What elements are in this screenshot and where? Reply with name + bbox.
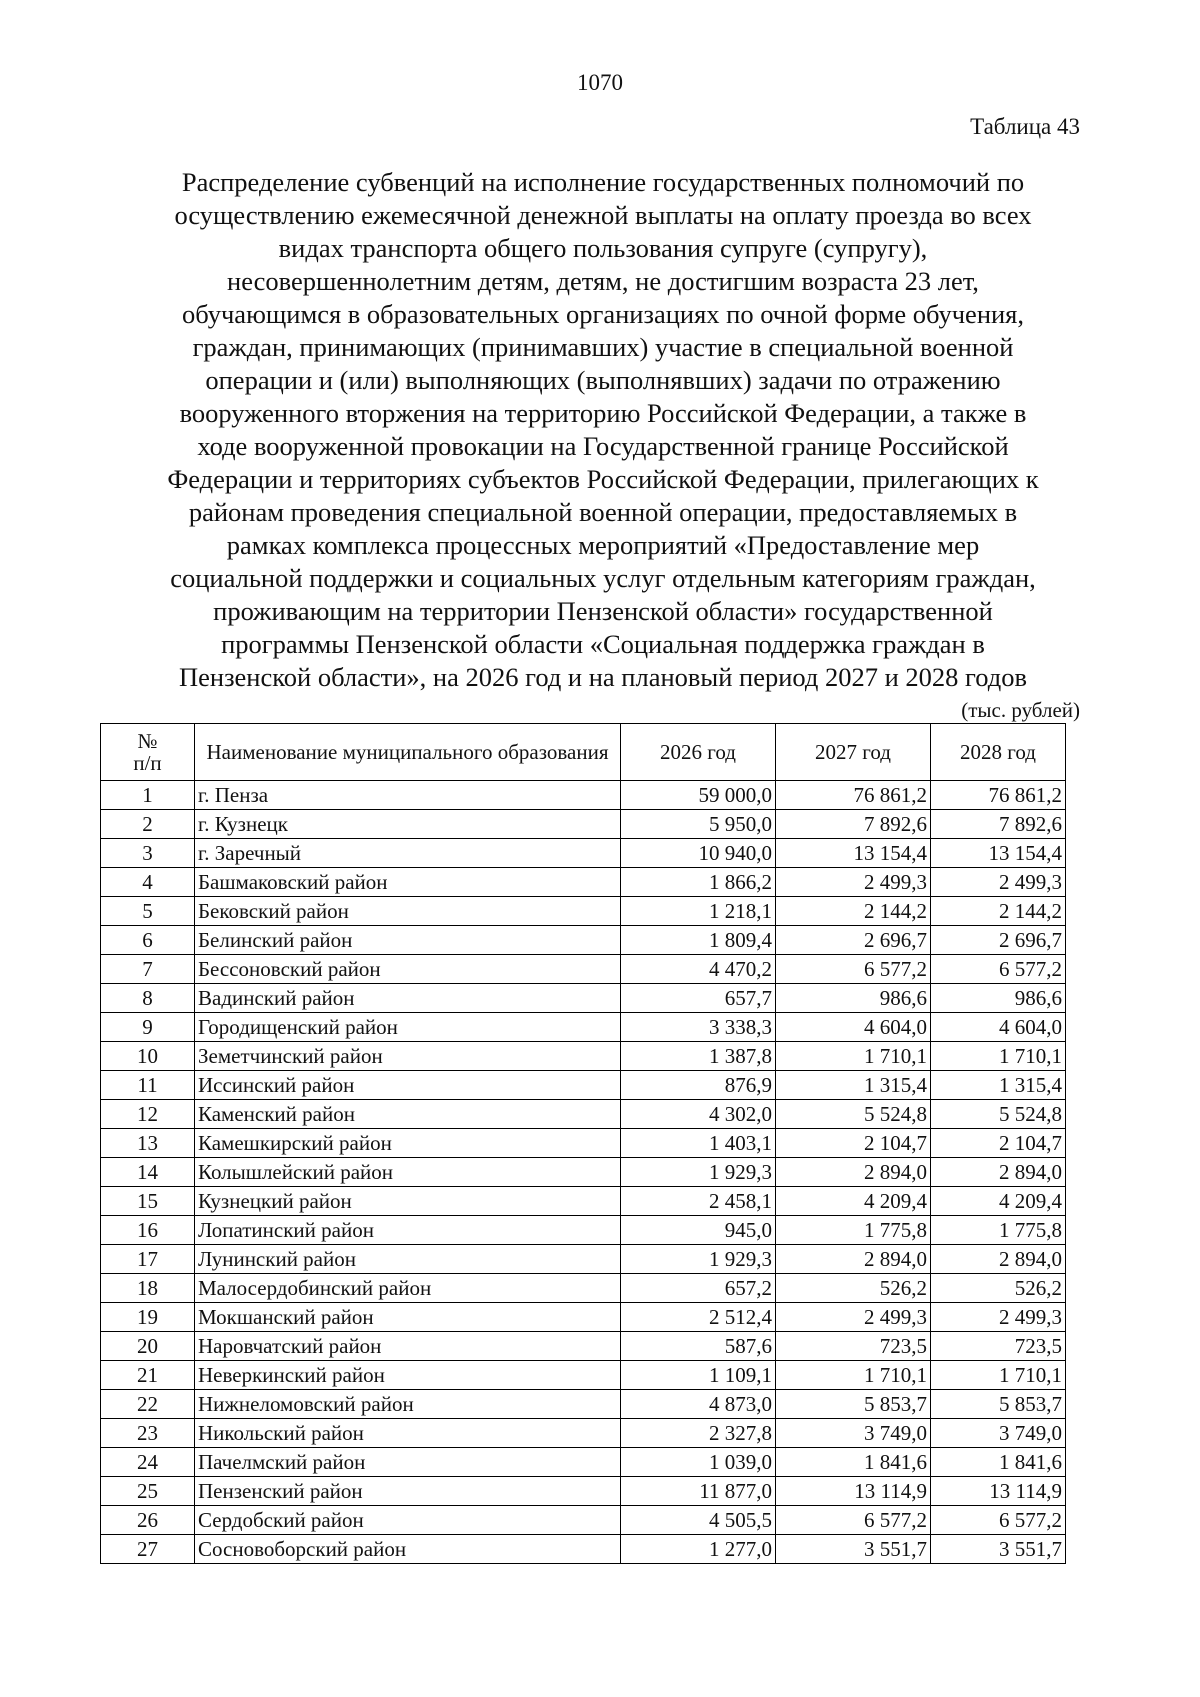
title-line: несовершеннолетним детям, детям, не достигшим возраста 23 лет, (227, 266, 979, 296)
value-2027: 5 853,7 (776, 1390, 931, 1419)
value-2027: 4 604,0 (776, 1013, 931, 1042)
value-2028: 4 604,0 (931, 1013, 1066, 1042)
table-row (101, 868, 1066, 897)
value-2028: 6 577,2 (931, 1506, 1066, 1535)
value-2028: 5 853,7 (931, 1390, 1066, 1419)
row-number: 11 (101, 1071, 195, 1100)
table-row (101, 781, 1066, 810)
value-2027: 2 696,7 (776, 926, 931, 955)
title-line: Федерации и территориях субъектов Российской Федерации, прилегающих к (167, 464, 1039, 494)
value-2027: 526,2 (776, 1274, 931, 1303)
value-2026: 587,6 (621, 1332, 776, 1361)
value-2026: 2 512,4 (621, 1303, 776, 1332)
value-2027: 2 499,3 (776, 1303, 931, 1332)
municipality-name: Пензенский район (195, 1477, 621, 1506)
value-2027: 13 154,4 (776, 839, 931, 868)
value-2028: 2 894,0 (931, 1158, 1066, 1187)
row-number: 10 (101, 1042, 195, 1071)
table-row (101, 839, 1066, 868)
header-2028: 2028 год (931, 724, 1066, 781)
table-row (101, 1071, 1066, 1100)
municipality-name: Малосердобинский район (195, 1274, 621, 1303)
municipality-name: Бековский район (195, 897, 621, 926)
row-number: 22 (101, 1390, 195, 1419)
table-row (101, 1361, 1066, 1390)
value-2026: 11 877,0 (621, 1477, 776, 1506)
table-row (101, 1506, 1066, 1535)
row-number: 4 (101, 868, 195, 897)
value-2027: 7 892,6 (776, 810, 931, 839)
municipality-name: г. Пенза (195, 781, 621, 810)
value-2028: 76 861,2 (931, 781, 1066, 810)
row-number: 17 (101, 1245, 195, 1274)
header-num-line1: № (137, 729, 158, 753)
title-line: видах транспорта общего пользования супруге (супругу), (278, 233, 928, 263)
municipality-name: Колышлейский район (195, 1158, 621, 1187)
row-number: 23 (101, 1419, 195, 1448)
value-2028: 2 144,2 (931, 897, 1066, 926)
row-number: 8 (101, 984, 195, 1013)
value-2026: 1 039,0 (621, 1448, 776, 1477)
title-line: проживающим на территории Пензенской области» государственной (213, 596, 993, 626)
row-number: 6 (101, 926, 195, 955)
value-2026: 657,7 (621, 984, 776, 1013)
row-number: 24 (101, 1448, 195, 1477)
row-number: 19 (101, 1303, 195, 1332)
value-2027: 6 577,2 (776, 1506, 931, 1535)
value-2026: 4 470,2 (621, 955, 776, 984)
table-row (101, 897, 1066, 926)
row-number: 12 (101, 1100, 195, 1129)
value-2027: 4 209,4 (776, 1187, 931, 1216)
header-num (101, 724, 195, 781)
table-row (101, 1332, 1066, 1361)
municipality-name: г. Кузнецк (195, 810, 621, 839)
value-2027: 3 749,0 (776, 1419, 931, 1448)
value-2026: 1 387,8 (621, 1042, 776, 1071)
row-number: 7 (101, 955, 195, 984)
value-2027: 13 114,9 (776, 1477, 931, 1506)
municipality-name: Башмаковский район (195, 868, 621, 897)
value-2026: 1 929,3 (621, 1245, 776, 1274)
value-2026: 2 458,1 (621, 1187, 776, 1216)
row-number: 26 (101, 1506, 195, 1535)
value-2026: 59 000,0 (621, 781, 776, 810)
table-row (101, 1187, 1066, 1216)
value-2026: 657,2 (621, 1274, 776, 1303)
value-2028: 3 749,0 (931, 1419, 1066, 1448)
table-row (101, 1013, 1066, 1042)
table-header-row (101, 724, 1066, 781)
units-label: (тыс. рублей) (961, 698, 1080, 722)
row-number: 16 (101, 1216, 195, 1245)
value-2027: 723,5 (776, 1332, 931, 1361)
row-number: 2 (101, 810, 195, 839)
value-2026: 3 338,3 (621, 1013, 776, 1042)
table-row (101, 1477, 1066, 1506)
value-2028: 6 577,2 (931, 955, 1066, 984)
municipality-name: г. Заречный (195, 839, 621, 868)
title-line: граждан, принимающих (принимавших) участие в специальной военной (192, 332, 1014, 362)
row-number: 5 (101, 897, 195, 926)
municipality-name: Каменский район (195, 1100, 621, 1129)
value-2026: 2 327,8 (621, 1419, 776, 1448)
municipality-name: Пачелмский район (195, 1448, 621, 1477)
table-row (101, 1129, 1066, 1158)
municipality-name: Нижнеломовский район (195, 1390, 621, 1419)
row-number: 9 (101, 1013, 195, 1042)
value-2026: 1 403,1 (621, 1129, 776, 1158)
table-row (101, 1390, 1066, 1419)
title-line: осуществлению ежемесячной денежной выплаты на оплату проезда во всех (174, 200, 1032, 230)
title-line: программы Пензенской области «Социальная поддержка граждан в (221, 629, 985, 659)
municipality-name: Городищенский район (195, 1013, 621, 1042)
title-line: районам проведения специальной военной операции, предоставляемых в (188, 497, 1018, 527)
value-2027: 1 841,6 (776, 1448, 931, 1477)
value-2027: 1 315,4 (776, 1071, 931, 1100)
table-row (101, 1274, 1066, 1303)
header-num-line2: п/п (133, 751, 162, 775)
table-body (101, 781, 1066, 1564)
value-2028: 13 114,9 (931, 1477, 1066, 1506)
municipality-name: Лопатинский район (195, 1216, 621, 1245)
title-line: рамках комплекса процессных мероприятий «Предоставление мер (226, 530, 980, 560)
table-row (101, 1100, 1066, 1129)
value-2028: 2 696,7 (931, 926, 1066, 955)
municipality-name: Бессоновский район (195, 955, 621, 984)
header-name: Наименование муниципального образования (195, 724, 621, 781)
row-number: 21 (101, 1361, 195, 1390)
value-2026: 1 277,0 (621, 1535, 776, 1564)
municipality-name: Наровчатский район (195, 1332, 621, 1361)
value-2028: 986,6 (931, 984, 1066, 1013)
value-2028: 1 710,1 (931, 1042, 1066, 1071)
table-row (101, 1303, 1066, 1332)
header-2027: 2027 год (776, 724, 931, 781)
title-line: Распределение субвенций на исполнение государственных полномочий по (181, 167, 1025, 197)
value-2028: 526,2 (931, 1274, 1066, 1303)
value-2028: 7 892,6 (931, 810, 1066, 839)
row-number: 27 (101, 1535, 195, 1564)
value-2027: 2 144,2 (776, 897, 931, 926)
title-line: Пензенской области», на 2026 год и на плановый период 2027 и 2028 годов (179, 662, 1027, 692)
municipality-name: Белинский район (195, 926, 621, 955)
value-2027: 6 577,2 (776, 955, 931, 984)
value-2028: 13 154,4 (931, 839, 1066, 868)
value-2028: 3 551,7 (931, 1535, 1066, 1564)
value-2028: 4 209,4 (931, 1187, 1066, 1216)
municipality-name: Земетчинский район (195, 1042, 621, 1071)
value-2028: 1 710,1 (931, 1361, 1066, 1390)
value-2027: 5 524,8 (776, 1100, 931, 1129)
document-title (130, 166, 1076, 694)
table-row (101, 984, 1066, 1013)
value-2027: 2 499,3 (776, 868, 931, 897)
value-2026: 945,0 (621, 1216, 776, 1245)
value-2028: 1 315,4 (931, 1071, 1066, 1100)
row-number: 25 (101, 1477, 195, 1506)
value-2027: 2 894,0 (776, 1245, 931, 1274)
value-2026: 4 873,0 (621, 1390, 776, 1419)
table-row (101, 955, 1066, 984)
value-2027: 1 710,1 (776, 1361, 931, 1390)
value-2026: 1 109,1 (621, 1361, 776, 1390)
municipality-name: Лунинский район (195, 1245, 621, 1274)
page-number: 1070 (577, 70, 623, 95)
value-2028: 2 894,0 (931, 1245, 1066, 1274)
municipality-name: Вадинский район (195, 984, 621, 1013)
table-row (101, 1419, 1066, 1448)
row-number: 20 (101, 1332, 195, 1361)
subventions-table (100, 723, 1066, 1564)
title-line: операции и (или) выполняющих (выполнявших) задачи по отражению (205, 365, 1001, 395)
municipality-name: Камешкирский район (195, 1129, 621, 1158)
row-number: 14 (101, 1158, 195, 1187)
table-row (101, 810, 1066, 839)
value-2026: 1 809,4 (621, 926, 776, 955)
table-row (101, 1245, 1066, 1274)
value-2028: 723,5 (931, 1332, 1066, 1361)
header-2026: 2026 год (621, 724, 776, 781)
value-2027: 986,6 (776, 984, 931, 1013)
value-2027: 2 104,7 (776, 1129, 931, 1158)
value-2026: 1 866,2 (621, 868, 776, 897)
value-2026: 10 940,0 (621, 839, 776, 868)
value-2026: 5 950,0 (621, 810, 776, 839)
value-2027: 2 894,0 (776, 1158, 931, 1187)
value-2027: 3 551,7 (776, 1535, 931, 1564)
value-2026: 4 505,5 (621, 1506, 776, 1535)
title-line: ходе вооруженной провокации на Государственной границе Российской (197, 431, 1009, 461)
value-2028: 2 499,3 (931, 868, 1066, 897)
value-2026: 876,9 (621, 1071, 776, 1100)
row-number: 15 (101, 1187, 195, 1216)
title-line: обучающимся в образовательных организациях по очной форме обучения, (182, 299, 1024, 329)
row-number: 13 (101, 1129, 195, 1158)
table-label: Таблица 43 (970, 114, 1080, 139)
table-row (101, 1216, 1066, 1245)
value-2026: 1 218,1 (621, 897, 776, 926)
row-number: 3 (101, 839, 195, 868)
value-2028: 2 499,3 (931, 1303, 1066, 1332)
value-2028: 5 524,8 (931, 1100, 1066, 1129)
value-2026: 4 302,0 (621, 1100, 776, 1129)
municipality-name: Сосновоборский район (195, 1535, 621, 1564)
municipality-name: Неверкинский район (195, 1361, 621, 1390)
table-row (101, 926, 1066, 955)
municipality-name: Кузнецкий район (195, 1187, 621, 1216)
title-line: вооруженного вторжения на территорию Российской Федерации, а также в (179, 398, 1027, 428)
table-row (101, 1535, 1066, 1564)
value-2028: 1 841,6 (931, 1448, 1066, 1477)
row-number: 1 (101, 781, 195, 810)
table-row (101, 1042, 1066, 1071)
row-number: 18 (101, 1274, 195, 1303)
value-2028: 1 775,8 (931, 1216, 1066, 1245)
municipality-name: Мокшанский район (195, 1303, 621, 1332)
value-2027: 1 775,8 (776, 1216, 931, 1245)
value-2027: 76 861,2 (776, 781, 931, 810)
value-2028: 2 104,7 (931, 1129, 1066, 1158)
title-line: социальной поддержки и социальных услуг отдельным категориям граждан, (170, 563, 1036, 593)
municipality-name: Иссинский район (195, 1071, 621, 1100)
municipality-name: Никольский район (195, 1419, 621, 1448)
value-2026: 1 929,3 (621, 1158, 776, 1187)
table-row (101, 1448, 1066, 1477)
table-row (101, 1158, 1066, 1187)
municipality-name: Сердобский район (195, 1506, 621, 1535)
value-2027: 1 710,1 (776, 1042, 931, 1071)
